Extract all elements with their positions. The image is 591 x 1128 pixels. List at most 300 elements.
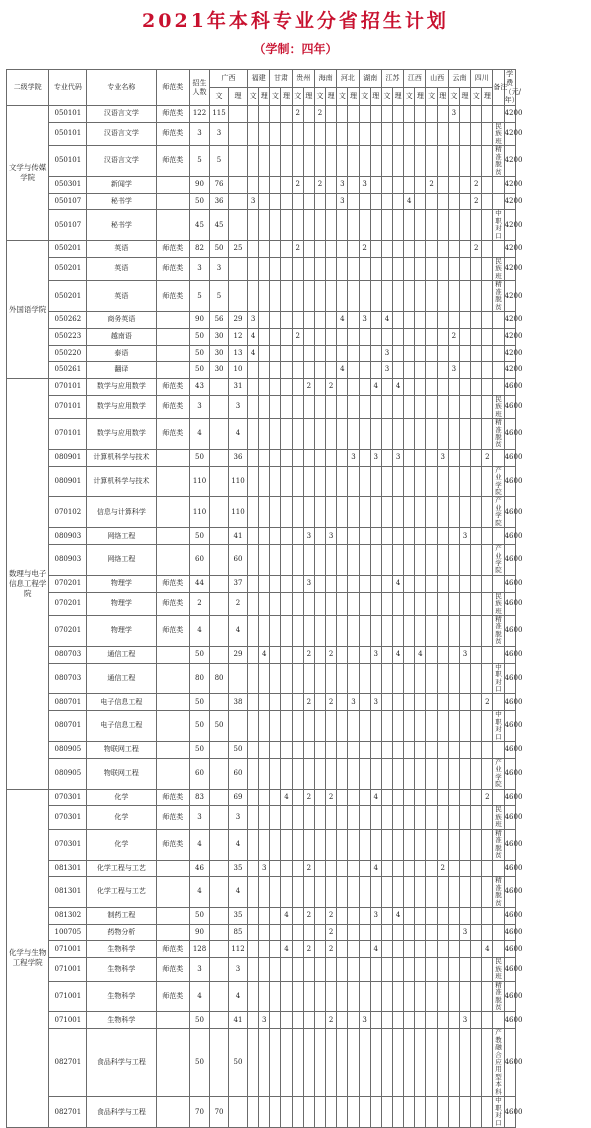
major-name: 数学与应用数学 <box>87 378 156 395</box>
major-name: 英语 <box>87 241 156 258</box>
quota-cell <box>459 419 470 450</box>
quota-cell <box>359 257 370 280</box>
quota-cell <box>381 694 392 711</box>
remark-cell <box>493 908 504 925</box>
quota-cell <box>359 924 370 941</box>
quota-cell <box>348 1097 359 1128</box>
quota-cell <box>270 210 281 241</box>
quota-cell <box>404 924 415 941</box>
quota-cell <box>381 281 392 312</box>
table-row <box>7 860 585 877</box>
quota-cell <box>326 958 337 981</box>
table-row <box>7 1012 585 1029</box>
quota-cell: 3 <box>337 176 348 193</box>
major-name: 网络工程 <box>87 545 156 576</box>
quota-cell <box>270 616 281 647</box>
quota-cell <box>247 106 258 123</box>
quota-cell <box>348 829 359 860</box>
quota-cell <box>348 1029 359 1097</box>
table-row <box>7 328 585 345</box>
quota-cell <box>281 466 292 497</box>
quota-cell: 3 <box>337 193 348 210</box>
quota-cell <box>348 419 359 450</box>
major-name: 计算机科学与技术 <box>87 466 156 497</box>
teacher-type <box>156 1012 189 1029</box>
quota-cell <box>448 908 459 925</box>
table-row <box>7 176 585 193</box>
teacher-type: 师范类 <box>156 789 189 806</box>
fee-cell: 4200 <box>504 210 515 241</box>
quota-cell <box>393 466 404 497</box>
quota-cell <box>471 106 482 123</box>
quota-cell: 3 <box>459 646 470 663</box>
quota-cell <box>437 345 448 362</box>
quota-cell: 35 <box>229 908 248 925</box>
quota-cell <box>303 958 314 981</box>
quota-cell <box>404 908 415 925</box>
teacher-type <box>156 497 189 528</box>
quota-cell <box>247 592 258 615</box>
table-row <box>7 345 585 362</box>
quota-cell <box>292 860 303 877</box>
quota-cell <box>426 981 437 1012</box>
remark-cell <box>493 742 504 759</box>
quota-cell <box>337 711 348 742</box>
quota-cell <box>415 941 426 958</box>
quota-cell <box>303 362 314 379</box>
table-row <box>7 395 585 418</box>
quota-cell: 2 <box>303 908 314 925</box>
major-code: 080903 <box>49 528 87 545</box>
quota-cell <box>337 419 348 450</box>
quota-cell: 2 <box>314 106 325 123</box>
quota-cell <box>459 789 470 806</box>
quota-cell <box>259 466 270 497</box>
quota-cell: 3 <box>437 449 448 466</box>
header-province: 广西 <box>210 70 248 88</box>
quota-cell <box>210 497 229 528</box>
teacher-type <box>156 528 189 545</box>
quota-cell <box>459 908 470 925</box>
quota-cell <box>459 958 470 981</box>
enroll-total: 60 <box>189 758 209 789</box>
major-code: 050201 <box>49 281 87 312</box>
header-wen: 文 <box>404 88 415 106</box>
quota-cell <box>471 981 482 1012</box>
quota-cell: 30 <box>210 362 229 379</box>
fee-cell: 4200 <box>504 193 515 210</box>
fee-cell: 4200 <box>504 257 515 280</box>
quota-cell <box>314 497 325 528</box>
quota-cell <box>337 981 348 1012</box>
header-province: 江苏 <box>381 70 403 88</box>
quota-cell <box>303 395 314 418</box>
quota-cell <box>359 758 370 789</box>
quota-cell <box>303 312 314 329</box>
quota-cell <box>303 497 314 528</box>
quota-cell <box>210 958 229 981</box>
enroll-total: 50 <box>189 449 209 466</box>
quota-cell <box>426 575 437 592</box>
major-code: 081301 <box>49 860 87 877</box>
teacher-type <box>156 345 189 362</box>
fee-cell: 4600 <box>504 592 515 615</box>
quota-cell: 29 <box>229 646 248 663</box>
quota-cell <box>381 1012 392 1029</box>
quota-cell <box>314 241 325 258</box>
header-wen: 文 <box>448 88 459 106</box>
quota-cell <box>459 981 470 1012</box>
quota-cell <box>229 1097 248 1128</box>
quota-cell <box>482 924 493 941</box>
quota-cell <box>337 829 348 860</box>
quota-cell <box>326 575 337 592</box>
quota-cell <box>292 419 303 450</box>
quota-cell <box>471 281 482 312</box>
quota-cell: 3 <box>459 1012 470 1029</box>
quota-cell <box>459 449 470 466</box>
quota-cell <box>471 860 482 877</box>
quota-cell <box>415 789 426 806</box>
quota-cell <box>259 528 270 545</box>
remark-cell: 产业学院 <box>493 497 504 528</box>
quota-cell <box>303 122 314 145</box>
quota-cell <box>370 312 381 329</box>
quota-cell <box>259 1029 270 1097</box>
quota-cell: 2 <box>482 449 493 466</box>
quota-cell <box>370 1012 381 1029</box>
enroll-total: 44 <box>189 575 209 592</box>
quota-cell <box>393 193 404 210</box>
quota-cell <box>247 981 258 1012</box>
teacher-type: 师范类 <box>156 241 189 258</box>
quota-cell <box>359 395 370 418</box>
major-code: 100705 <box>49 924 87 941</box>
remark-cell: 精准脱贫 <box>493 281 504 312</box>
quota-cell <box>281 592 292 615</box>
quota-cell <box>381 176 392 193</box>
remark-cell: 精准脱贫 <box>493 616 504 647</box>
quota-cell <box>437 592 448 615</box>
quota-cell <box>426 663 437 694</box>
quota-cell <box>314 616 325 647</box>
quota-cell <box>259 146 270 177</box>
enroll-total: 60 <box>189 545 209 576</box>
quota-cell <box>314 362 325 379</box>
quota-cell <box>459 328 470 345</box>
quota-cell <box>393 362 404 379</box>
remark-cell <box>493 378 504 395</box>
quota-cell <box>381 908 392 925</box>
quota-cell <box>348 941 359 958</box>
enroll-total: 43 <box>189 378 209 395</box>
quota-cell: 3 <box>359 1012 370 1029</box>
quota-cell <box>415 378 426 395</box>
fee-cell: 4600 <box>504 711 515 742</box>
quota-cell <box>259 958 270 981</box>
quota-cell <box>359 328 370 345</box>
remark-cell <box>493 193 504 210</box>
quota-cell <box>270 592 281 615</box>
quota-cell <box>281 742 292 759</box>
quota-cell <box>448 193 459 210</box>
quota-cell <box>426 312 437 329</box>
remark-cell <box>493 241 504 258</box>
quota-cell <box>337 646 348 663</box>
quota-cell <box>437 694 448 711</box>
quota-cell <box>426 106 437 123</box>
quota-cell <box>359 575 370 592</box>
quota-cell <box>270 328 281 345</box>
quota-cell <box>448 758 459 789</box>
quota-cell <box>314 806 325 829</box>
major-name: 通信工程 <box>87 663 156 694</box>
quota-cell <box>404 958 415 981</box>
fee-cell: 4600 <box>504 575 515 592</box>
remark-cell: 精准脱贫 <box>493 146 504 177</box>
quota-cell: 4 <box>247 345 258 362</box>
quota-cell <box>259 789 270 806</box>
quota-cell <box>482 106 493 123</box>
quota-cell: 3 <box>370 646 381 663</box>
quota-cell <box>448 378 459 395</box>
major-code: 070301 <box>49 829 87 860</box>
quota-cell <box>281 257 292 280</box>
fee-cell: 4600 <box>504 646 515 663</box>
quota-cell: 85 <box>229 924 248 941</box>
quota-cell <box>314 257 325 280</box>
quota-cell <box>270 789 281 806</box>
quota-cell <box>448 877 459 908</box>
major-name: 汉语言文学 <box>87 146 156 177</box>
major-code: 070201 <box>49 592 87 615</box>
quota-cell <box>259 663 270 694</box>
quota-cell <box>348 122 359 145</box>
quota-cell <box>415 210 426 241</box>
quota-cell <box>303 616 314 647</box>
quota-cell: 41 <box>229 528 248 545</box>
quota-cell <box>292 362 303 379</box>
quota-cell <box>482 1097 493 1128</box>
quota-cell <box>415 345 426 362</box>
quota-cell <box>404 210 415 241</box>
quota-cell <box>326 419 337 450</box>
quota-cell <box>471 941 482 958</box>
quota-cell <box>303 241 314 258</box>
quota-cell <box>348 362 359 379</box>
quota-cell <box>415 312 426 329</box>
quota-cell: 50 <box>229 742 248 759</box>
quota-cell <box>404 711 415 742</box>
quota-cell <box>292 312 303 329</box>
enroll-total: 3 <box>189 122 209 145</box>
major-name: 生物科学 <box>87 1012 156 1029</box>
quota-cell <box>370 193 381 210</box>
header-wen: 文 <box>359 88 370 106</box>
quota-cell <box>471 742 482 759</box>
quota-cell <box>415 449 426 466</box>
quota-cell <box>359 958 370 981</box>
quota-cell <box>482 829 493 860</box>
table-row <box>7 449 585 466</box>
enroll-total: 50 <box>189 742 209 759</box>
quota-cell: 2 <box>314 176 325 193</box>
quota-cell <box>292 694 303 711</box>
quota-cell: 2 <box>326 908 337 925</box>
teacher-type <box>156 694 189 711</box>
quota-cell <box>337 1097 348 1128</box>
quota-cell <box>415 616 426 647</box>
fee-cell: 4600 <box>504 449 515 466</box>
teacher-type: 师范类 <box>156 941 189 958</box>
fee-cell: 4600 <box>504 860 515 877</box>
quota-cell <box>471 122 482 145</box>
quota-cell <box>459 466 470 497</box>
quota-cell <box>247 281 258 312</box>
quota-cell <box>247 1029 258 1097</box>
quota-cell <box>359 941 370 958</box>
quota-cell <box>415 1097 426 1128</box>
quota-cell <box>359 497 370 528</box>
quota-cell <box>326 345 337 362</box>
quota-cell: 60 <box>229 545 248 576</box>
major-name: 物理学 <box>87 592 156 615</box>
quota-cell <box>415 281 426 312</box>
quota-cell <box>471 345 482 362</box>
quota-cell <box>326 806 337 829</box>
fee-cell: 4200 <box>504 362 515 379</box>
quota-cell <box>471 663 482 694</box>
quota-cell <box>415 908 426 925</box>
quota-cell <box>281 176 292 193</box>
quota-cell <box>314 1012 325 1029</box>
quota-cell <box>326 193 337 210</box>
quota-cell <box>247 545 258 576</box>
quota-cell <box>448 694 459 711</box>
quota-cell <box>292 958 303 981</box>
fee-cell: 4600 <box>504 466 515 497</box>
quota-cell <box>448 789 459 806</box>
teacher-type: 师范类 <box>156 592 189 615</box>
quota-cell: 56 <box>210 312 229 329</box>
major-code: 050220 <box>49 345 87 362</box>
quota-cell <box>247 806 258 829</box>
enroll-total: 122 <box>189 106 209 123</box>
quota-cell <box>292 981 303 1012</box>
header-college: 二级学院 <box>7 70 49 106</box>
quota-cell <box>303 449 314 466</box>
quota-cell <box>415 257 426 280</box>
quota-cell <box>292 210 303 241</box>
major-code: 071001 <box>49 981 87 1012</box>
remark-cell: 民族班 <box>493 806 504 829</box>
quota-cell <box>259 345 270 362</box>
quota-cell <box>359 742 370 759</box>
quota-cell <box>448 466 459 497</box>
quota-cell <box>303 176 314 193</box>
quota-cell <box>426 449 437 466</box>
quota-cell <box>448 545 459 576</box>
quota-cell <box>314 1029 325 1097</box>
quota-cell: 3 <box>459 924 470 941</box>
quota-cell <box>229 281 248 312</box>
quota-cell <box>348 860 359 877</box>
quota-cell <box>404 528 415 545</box>
quota-cell <box>348 241 359 258</box>
quota-cell <box>247 908 258 925</box>
quota-cell <box>437 575 448 592</box>
quota-cell <box>381 742 392 759</box>
major-name: 翻译 <box>87 362 156 379</box>
quota-cell: 4 <box>393 908 404 925</box>
fee-cell: 4600 <box>504 742 515 759</box>
table-row <box>7 742 585 759</box>
header-name: 专业名称 <box>87 70 156 106</box>
quota-cell <box>437 711 448 742</box>
table-row <box>7 312 585 329</box>
quota-cell <box>292 146 303 177</box>
quota-cell <box>426 241 437 258</box>
quota-cell: 2 <box>482 789 493 806</box>
quota-cell: 10 <box>229 362 248 379</box>
quota-cell <box>393 789 404 806</box>
quota-cell: 50 <box>229 1029 248 1097</box>
quota-cell: 4 <box>337 312 348 329</box>
quota-cell: 4 <box>381 312 392 329</box>
quota-cell <box>359 545 370 576</box>
major-name: 秘书学 <box>87 210 156 241</box>
table-row <box>7 663 585 694</box>
quota-cell <box>247 924 258 941</box>
quota-cell <box>471 449 482 466</box>
college-name: 数理与电子信息工程学院 <box>7 378 49 789</box>
major-name: 汉语言文学 <box>87 106 156 123</box>
quota-cell <box>415 466 426 497</box>
quota-cell <box>359 877 370 908</box>
quota-cell <box>393 419 404 450</box>
table-row <box>7 592 585 615</box>
quota-cell <box>459 122 470 145</box>
major-name: 秘书学 <box>87 193 156 210</box>
quota-cell <box>381 877 392 908</box>
major-code: 070301 <box>49 806 87 829</box>
fee-cell: 4600 <box>504 616 515 647</box>
header-province: 湖南 <box>359 70 381 88</box>
fee-cell: 4600 <box>504 694 515 711</box>
quota-cell: 31 <box>229 378 248 395</box>
quota-cell <box>337 806 348 829</box>
table-row <box>7 758 585 789</box>
enroll-total: 70 <box>189 1097 209 1128</box>
remark-cell <box>493 449 504 466</box>
quota-cell <box>247 663 258 694</box>
quota-cell <box>415 146 426 177</box>
table-row <box>7 419 585 450</box>
quota-cell: 2 <box>326 694 337 711</box>
quota-cell: 3 <box>381 345 392 362</box>
quota-cell <box>314 908 325 925</box>
quota-cell <box>437 312 448 329</box>
quota-cell <box>229 193 248 210</box>
quota-cell <box>482 616 493 647</box>
quota-cell <box>404 466 415 497</box>
quota-cell: 3 <box>448 362 459 379</box>
header-province: 贵州 <box>292 70 314 88</box>
quota-cell: 2 <box>359 241 370 258</box>
quota-cell <box>314 711 325 742</box>
quota-cell <box>370 545 381 576</box>
header-wen: 文 <box>210 88 229 106</box>
